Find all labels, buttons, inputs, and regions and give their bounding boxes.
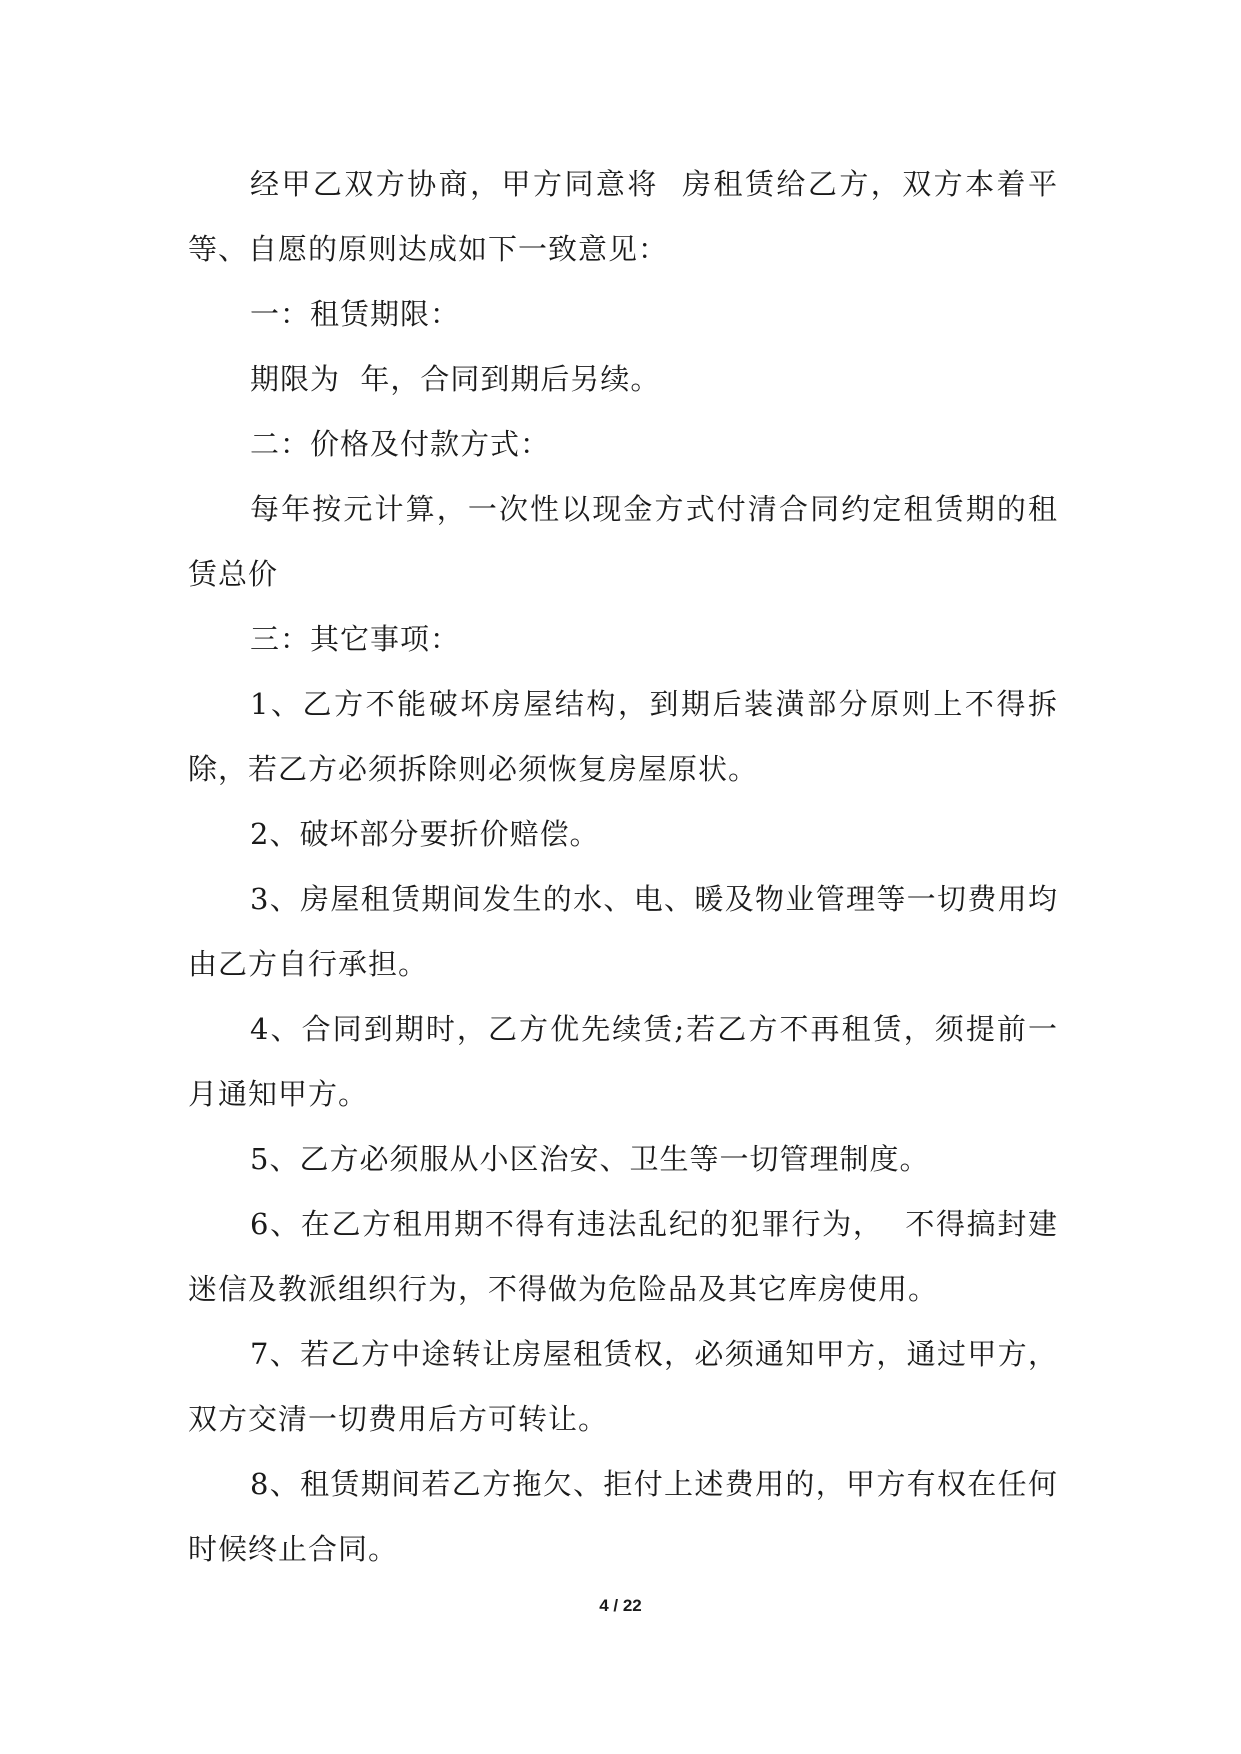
clause-7: 7、若乙方中途转让房屋租赁权，必须通知甲方，通过甲方，双方交清一切费用后方可转让。 — [188, 1337, 1058, 1436]
clause-3: 3、房屋租赁期间发生的水、电、暖及物业管理等一切费用均由乙方自行承担。 — [188, 882, 1058, 981]
clause-6: 6、在乙方租用期不得有违法乱纪的犯罪行为， 不得搞封建迷信及教派组织行为，不得做为危险品及其它库房使用。 — [188, 1207, 1058, 1306]
paragraph-price-payment: 每年按元计算，一次性以现金方式付清合同约定租赁期的租赁总价 — [188, 492, 1058, 591]
paragraph-agreement-intro: 经甲乙双方协商，甲方同意将 房租赁给乙方，双方本着平等、自愿的原则达成如下一致意见： — [188, 167, 1058, 266]
clause-8: 8、租赁期间若乙方拖欠、拒付上述费用的，甲方有权在任何时候终止合同。 — [188, 1467, 1058, 1566]
paragraph-lease-term: 期限为 年，合同到期后另续。 — [250, 362, 661, 396]
clause-2: 2、破坏部分要折价赔偿。 — [250, 817, 600, 851]
clause-4: 4、合同到期时，乙方优先续赁;若乙方不再租赁，须提前一月通知甲方。 — [188, 1012, 1058, 1111]
clause-5: 5、乙方必须服从小区治安、卫生等一切管理制度。 — [250, 1142, 930, 1176]
document-body — [188, 152, 1058, 1582]
clause-1: 1、乙方不能破坏房屋结构，到期后装潢部分原则上不得拆除，若乙方必须拆除则必须恢复房屋原状。 — [188, 687, 1058, 786]
heading-other-matters: 三：其它事项： — [250, 622, 461, 656]
page-number: 4 / 22 — [599, 1596, 642, 1615]
heading-lease-term: 一：租赁期限： — [250, 297, 461, 331]
heading-price-payment: 二：价格及付款方式： — [250, 427, 551, 461]
